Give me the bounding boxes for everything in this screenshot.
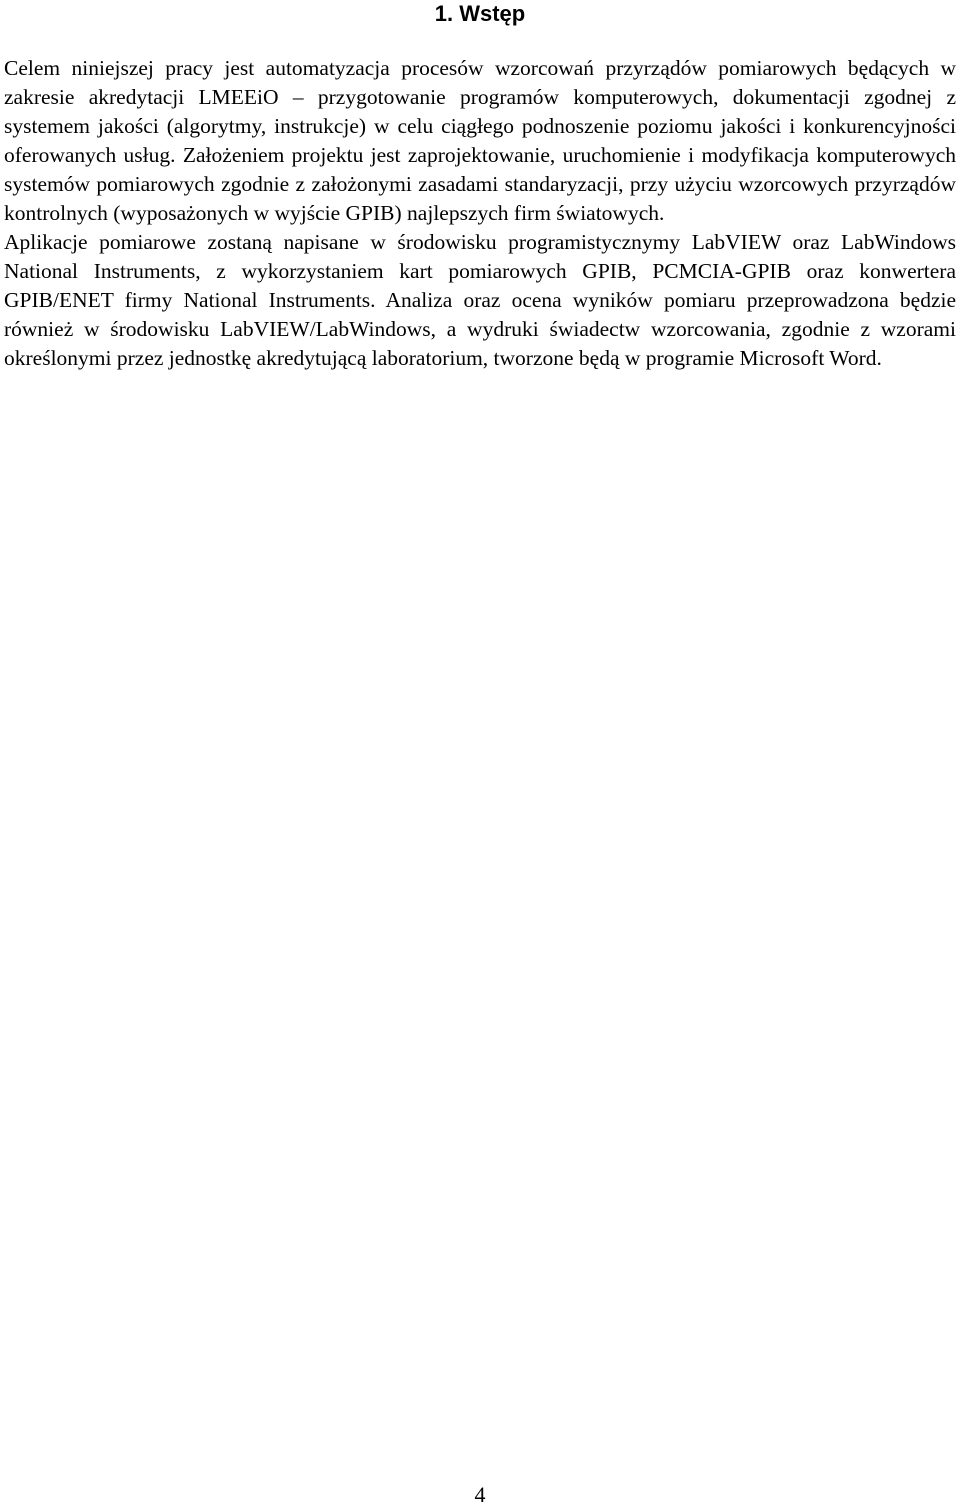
sentence-goal: Celem niniejszej pracy jest automatyzacja procesów wzorcowań przyrządów pomiarowych będących w zakresie akredytacji LMEEiO – przygotowanie programów komputerowych, dokumentacji zgodnej z systemem jakości (algorytmy, instrukcje) w celu ciągłego podnoszenie poziomu jakości i konkurencyjności oferowanych usług. [4, 56, 956, 167]
sentence-analysis: Analiza oraz ocena wyników pomiaru przeprowadzona będzie również w środowisku LabVIEW/LabWindows, a wydruki świadectw wzorcowania, zgodnie z wzorami określonymi przez jednostkę akredytującą laboratorium, tworzone będą w programie Microsoft Word. [4, 288, 956, 370]
sentence-project-assumption: Założeniem projektu jest zaprojektowanie, uruchomienie i modyfikacja komputerowych systemów pomiarowych zgodnie z założonymi zasadami standaryzacji, przy użyciu wzorcowych przyrządów kontrolnych (wyposażonych w wyjście GPIB) najlepszych firm światowych. [4, 143, 956, 225]
page-number: 4 [474, 1482, 486, 1507]
paragraph-goal [4, 54, 956, 228]
paragraph-applications [4, 228, 956, 373]
sentence-applications: Aplikacje pomiarowe zostaną napisane w środowisku programistycznymy LabVIEW oraz LabWindows National Instruments, z wykorzystaniem kart pomiarowych GPIB, PCMCIA-GPIB oraz konwertera GPIB/ENET firmy National Instruments. [4, 230, 956, 312]
section-heading: 1. Wstęp [434, 1, 526, 26]
document-body [4, 54, 956, 373]
